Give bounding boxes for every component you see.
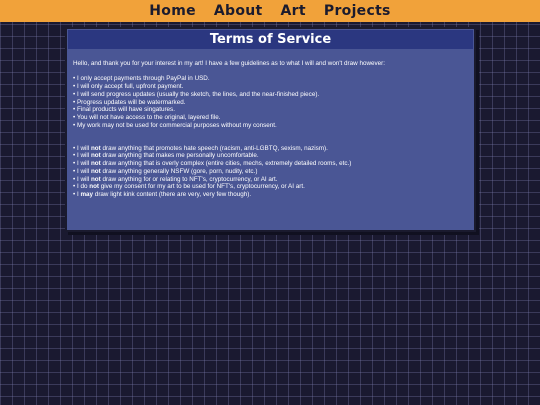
rule-prefix: • I will: [73, 160, 91, 168]
rule-item: • I only accept payments through PayPal in USD.: [73, 75, 210, 83]
rule-item: [73, 145, 469, 153]
rule-item: • Progress updates will be watermarked.: [73, 98, 186, 106]
rule-text: draw anything that makes me personally uncomfortable.: [100, 152, 259, 160]
rule-prefix: • I do: [73, 183, 90, 191]
rule-emphasis: not: [90, 175, 101, 183]
tos-title: Terms of Service: [209, 32, 332, 47]
nav-projects-link[interactable]: Projects: [323, 3, 391, 19]
tos-panel: [65, 27, 476, 232]
payment-rules-list: [73, 75, 469, 129]
rule-emphasis: not: [89, 183, 100, 191]
rule-item: • My work may not be used for commercial purposes without my consent.: [73, 121, 277, 129]
tos-header: [68, 30, 473, 49]
tos-intro: Hello, and thank you for your interest in my art! I have a few guidelines as to what I will and won't draw however:: [73, 60, 386, 67]
rule-item: [73, 183, 469, 191]
rule-item: • I will send progress updates (usually the sketch, the lines, and the near-finished piece).: [73, 90, 320, 98]
rule-prefix: • I will: [73, 167, 91, 175]
rule-emphasis: not: [90, 167, 101, 175]
rule-emphasis: not: [90, 160, 101, 168]
rule-emphasis: may: [80, 190, 94, 198]
rule-item: • You will not have access to the original, layered file.: [73, 113, 221, 121]
section-spacer: [73, 129, 469, 144]
rule-text: draw anything generally NSFW (gore, porn, nudity, etc.): [100, 167, 258, 175]
nav-home-link[interactable]: Home: [149, 3, 196, 19]
rule-item: • Final products will have singatures.: [73, 106, 175, 114]
rule-emphasis: not: [90, 144, 101, 152]
rule-item: [73, 176, 469, 184]
rule-text: draw anything that promotes hate speech (racism, anti-LGBTQ, sexism, nazism).: [100, 144, 328, 152]
rule-text: draw light kink content (there are very, very few though).: [93, 190, 252, 198]
top-nav: [0, 0, 540, 22]
rule-text: draw anything that is overly complex (entire cities, mechs, extremely detailed rooms, etc.): [100, 160, 352, 168]
rule-item: • I will only accept full, upfront payment.: [73, 83, 184, 91]
nav-art-link[interactable]: Art: [280, 3, 306, 19]
rule-prefix: • I: [73, 190, 81, 198]
rule-item: [73, 152, 469, 160]
nav-about-link[interactable]: About: [213, 3, 263, 19]
rule-prefix: • I will: [73, 144, 91, 152]
content-rules-list: [73, 145, 469, 199]
rule-text: draw anything for or relating to NFT's, cryptocurrency, or AI art.: [100, 175, 278, 183]
rule-text: give my consent for my art to be used for NFT's, cryptocurrency, or AI art.: [99, 183, 305, 191]
rule-emphasis: not: [90, 152, 101, 160]
rule-item: [73, 191, 469, 199]
rule-prefix: • I will: [73, 175, 91, 183]
rule-item: [73, 160, 469, 168]
rule-prefix: • I will: [73, 152, 91, 160]
rule-item: [73, 168, 469, 176]
tos-body: [67, 49, 474, 199]
